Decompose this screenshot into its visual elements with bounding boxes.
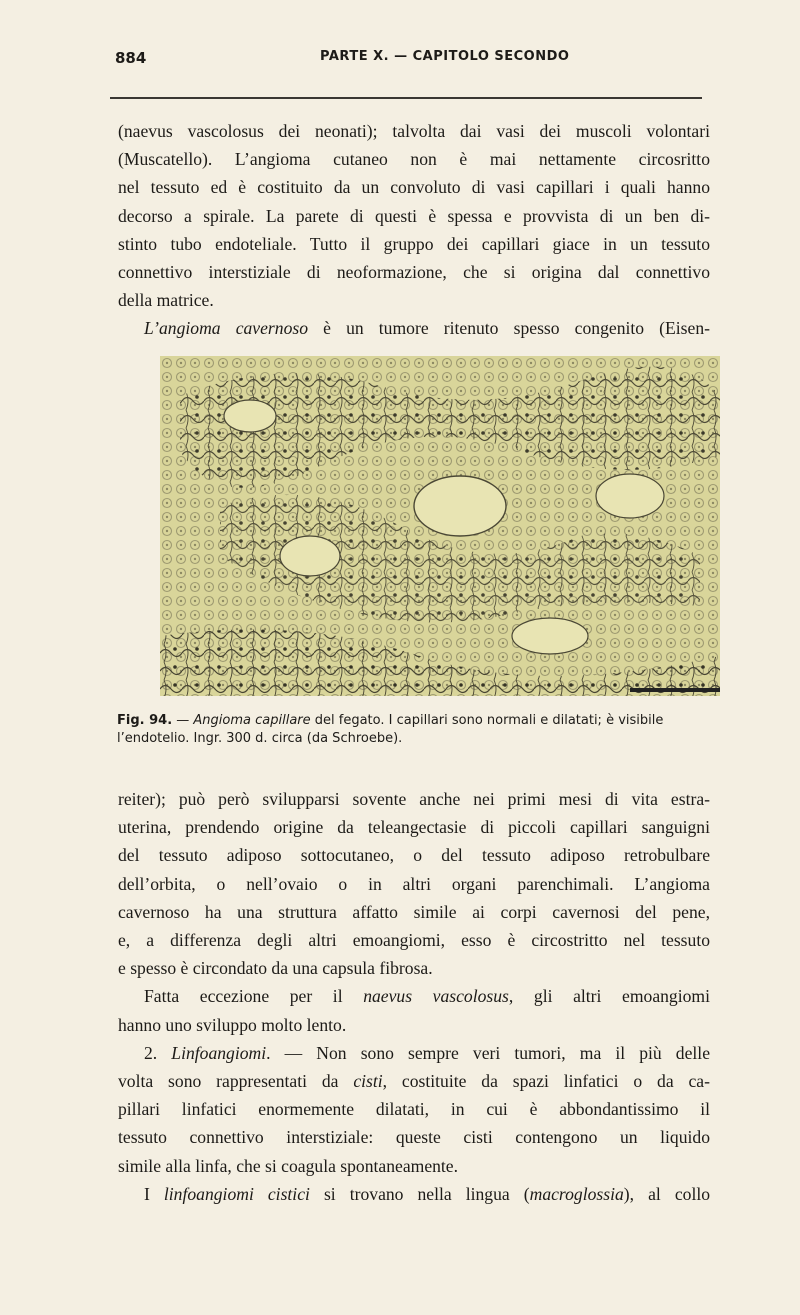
- text-segment: , gli altri emoangiomi: [508, 986, 710, 1007]
- running-head: PARTE X. — CAPITOLO SECONDO: [320, 49, 570, 64]
- page-number: 884: [115, 49, 147, 67]
- term-macroglossia: macroglossia: [529, 1183, 624, 1204]
- text-line: [118, 314, 710, 342]
- text-line: (naevus vascolosus dei neonati); talvolta dai vasi dei muscoli volontari: [118, 121, 710, 141]
- figure-illustration: [160, 356, 720, 696]
- text-line: simile alla linfa, che si coagula spontaneamente.: [118, 1155, 459, 1176]
- histology-image: [160, 356, 720, 696]
- text-line: [118, 1067, 710, 1095]
- text-segment: . — Non sono sempre veri tumori, ma il più delle: [266, 1042, 710, 1063]
- text-line: reiter); può però svilupparsi sovente anche nei primi mesi di vita estra-: [118, 789, 710, 809]
- text-line: [118, 1039, 710, 1067]
- text-segment: Fatta eccezione per il: [144, 986, 364, 1007]
- text-line: connettivo interstiziale di neoformazione, che si origina dal connettivo: [118, 262, 710, 283]
- text-line: [118, 982, 710, 1010]
- text-line: hanno uno sviluppo molto lento.: [118, 1014, 347, 1035]
- text-line: del tessuto adiposo sottocutaneo, o del tessuto adiposo retrobulbare: [118, 845, 710, 866]
- text-line: e, a differenza degli altri emoangiomi, esso è circostritto nel tessuto: [118, 930, 710, 951]
- text-segment: 2.: [144, 1042, 172, 1063]
- text-segment: è un tumore ritenuto spesso congenito (Eisen-: [308, 318, 710, 339]
- text-line: cavernoso ha una struttura affatto simile ai corpi cavernosi del pene,: [118, 901, 710, 922]
- term-cisti: cisti: [353, 1071, 383, 1092]
- term-linfoangiomi: Linfoangiomi: [171, 1042, 267, 1063]
- bottom-text: [118, 785, 710, 1208]
- text-line: nel tessuto ed è costituito da un convoluto di vasi capillari i quali hanno: [118, 177, 710, 198]
- term-naevus: naevus vascolosus: [363, 986, 509, 1007]
- text-segment: volta sono rappresentati da: [118, 1071, 354, 1092]
- figure-label: Fig. 94.: [117, 713, 173, 728]
- text-segment: ), al collo: [623, 1183, 711, 1204]
- term-angioma-cavernoso: L’angioma cavernoso: [144, 318, 309, 339]
- text-line: dell’orbita, o nell’ovaio o in altri organi parenchimali. L’angioma: [118, 873, 710, 894]
- term-linfoangiomi-cistici: linfoangiomi cistici: [163, 1183, 310, 1204]
- top-paragraph: [118, 117, 710, 343]
- text-line: della matrice.: [118, 290, 214, 311]
- caption-line: Fig. 94. — Angioma capillare del fegato. I capillari sono normali e dilatati; è visibile: [117, 713, 664, 728]
- caption-text: del fegato. I capillari sono normali e dilatati; è visibile: [310, 713, 664, 728]
- text-line: uterina, prendendo origine da teleangectasie di piccoli capillari sanguigni: [118, 817, 710, 838]
- header-rule: [110, 97, 702, 99]
- text-line: tessuto connettivo interstiziale: queste cisti contengono un liquido: [118, 1127, 710, 1148]
- text-line: decorso a spirale. La parete di questi è spessa e provvista di un ben di-: [118, 205, 710, 226]
- text-line: stinto tubo endoteliale. Tutto il gruppo dei capillari giace in un tessuto: [118, 233, 710, 254]
- figure-caption: [117, 712, 717, 748]
- figure-title: Angioma capillare: [193, 713, 311, 728]
- text-line: e spesso è circondato da una capsula fibrosa.: [118, 958, 433, 979]
- text-segment: si trovano nella lingua (: [309, 1183, 530, 1204]
- text-line: [118, 1180, 710, 1208]
- text-line: pillari linfatici enormemente dilatati, in cui è abbondantissimo il: [118, 1099, 710, 1120]
- caption-line: l’endotelio. Ingr. 300 d. circa (da Schroebe).: [117, 731, 403, 746]
- page-header: [110, 49, 710, 77]
- text-line: (Muscatello). L’angioma cutaneo non è mai nettamente circosritto: [118, 149, 710, 170]
- text-segment: , costituite da spazi linfatici o da ca-: [382, 1071, 710, 1092]
- text-segment: I: [144, 1183, 164, 1204]
